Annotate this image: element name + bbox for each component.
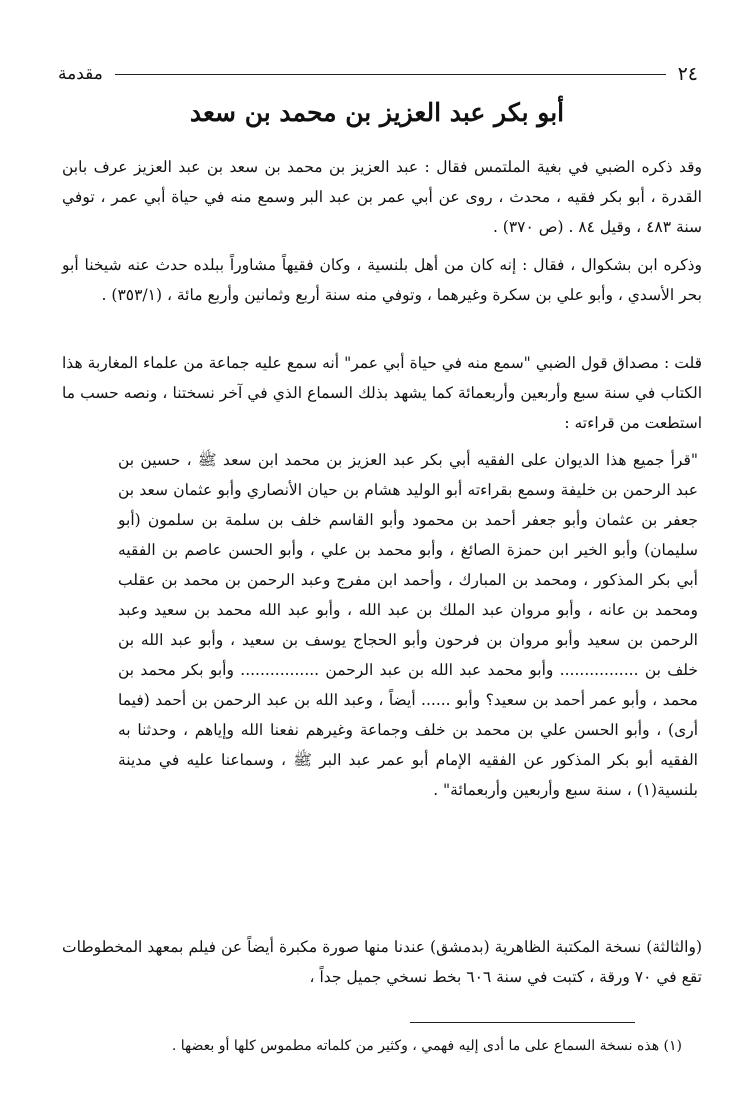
header-rule <box>115 74 666 75</box>
footnote-rule <box>410 1022 635 1023</box>
paragraph-1: وقد ذكره الضبي في بغية الملتمس فقال : عبد العزيز بن محمد بن سعد بن عبد العزيز عرف بابن القدرة ، أبو بكر فقيه ، محدث ، روى عن أبي عمر بن عبد البر وسمع منه في حياة أبي عمر ، توفي سنة ٤٨٣ ، وقيل ٨٤ . (ص ٣٧٠) . <box>62 158 702 236</box>
paragraph-2: وذكره ابن بشكوال ، فقال : إنه كان من أهل بلنسية ، وكان فقيهاً مشاوراً ببلده حدث عنه شيخنا أبو بحر الأسدي ، وأبو علي بن سكرة وغيرهما ، وتوفي منه سنة أربع وثمانين وأربع مائة ، (٣٥٣/١) . <box>62 256 702 304</box>
paragraph-4: (والثالثة) نسخة المكتبة الظاهرية (بدمشق) عندنا منها صورة مكبرة أيضاً عن فيلم بمعهد المخطوطات تقع في ٧٠ ورقة ، كتبت في سنة ٦٠٦ بخط نسخي جميل جداً ، <box>62 938 702 986</box>
paragraph-3: قلت : مصداق قول الضبي "سمع منه في حياة أبي عمر" أنه سمع عليه جماعة من علماء المغاربة هذا الكتاب في سنة سبع وأربعين وأربعمائة كما يشهد بذلك السماع الذي في آخر نسختنا ، ونصه حسب ما استطعت من قراءته : <box>62 354 702 432</box>
page-header <box>58 62 698 86</box>
section-title: مقدمة <box>58 64 103 84</box>
page-number: ٢٤ <box>677 63 698 85</box>
footnote: (١) هذه نسخة السماع على ما أدى إليه فهمي ، وكثير من كلماته مطموس كلها أو بعضها . <box>171 1038 682 1054</box>
sama-quotation: "قرأ جميع هذا الديوان على الفقيه أبي بكر عبد العزيز بن محمد ابن سعد ﷺ ، حسين بن عبد الرحمن بن خليفة وسمع بقراءته أبو الوليد هشام بن حيان الأنصاري وأبو عثمان سعد بن جعفر بن عثمان وأبو جعفر أحمد بن محمود وأبو القاسم خلف بن سلمة بن سلمون (أبو سليمان) وأبو الخير ابن حمزة الصائغ ، وأبو محمد بن علي ، وأبو الحسن عاصم بن الفقيه أبي بكر المذكور ، ومحمد بن المبارك ، وأحمد ابن مفرج وعبد الرحمن بن محمد بن عقلب ومحمد بن عانه ، وأبو مروان عبد الملك بن عبد الله ، وأبو عبد الله محمد بن سعيد وعبد الرحمن بن سعيد وأبو مروان بن فرحون وأبو الحجاج يوسف بن سعيد ، وأبو عبد الله بن خلف بن ................ وأبو محمد عبد الله بن عبد الرحمن ................ وأبو بكر محمد بن محمد ، وأبو عمر أحمد بن سعيد؟ وأبو ...... أيضاً ، وعبد الله بن عبد الرحمن بن أحمد (فيما أرى) ، وأبو الحسن علي بن محمد بن خلف وجماعة وغيرهم نفعنا الله وإياهم ، وحدثنا به الفقيه أبو بكر المذكور عن الفقيه الإمام أبو عمر عبد البر ﷺ ، وسماعنا عليه في مدينة بلنسية(١) ، سنة سبع وأربعين وأربعمائة" . <box>118 451 698 799</box>
chapter-title: أبو بكر عبد العزيز بن محمد بن سعد <box>189 98 565 127</box>
